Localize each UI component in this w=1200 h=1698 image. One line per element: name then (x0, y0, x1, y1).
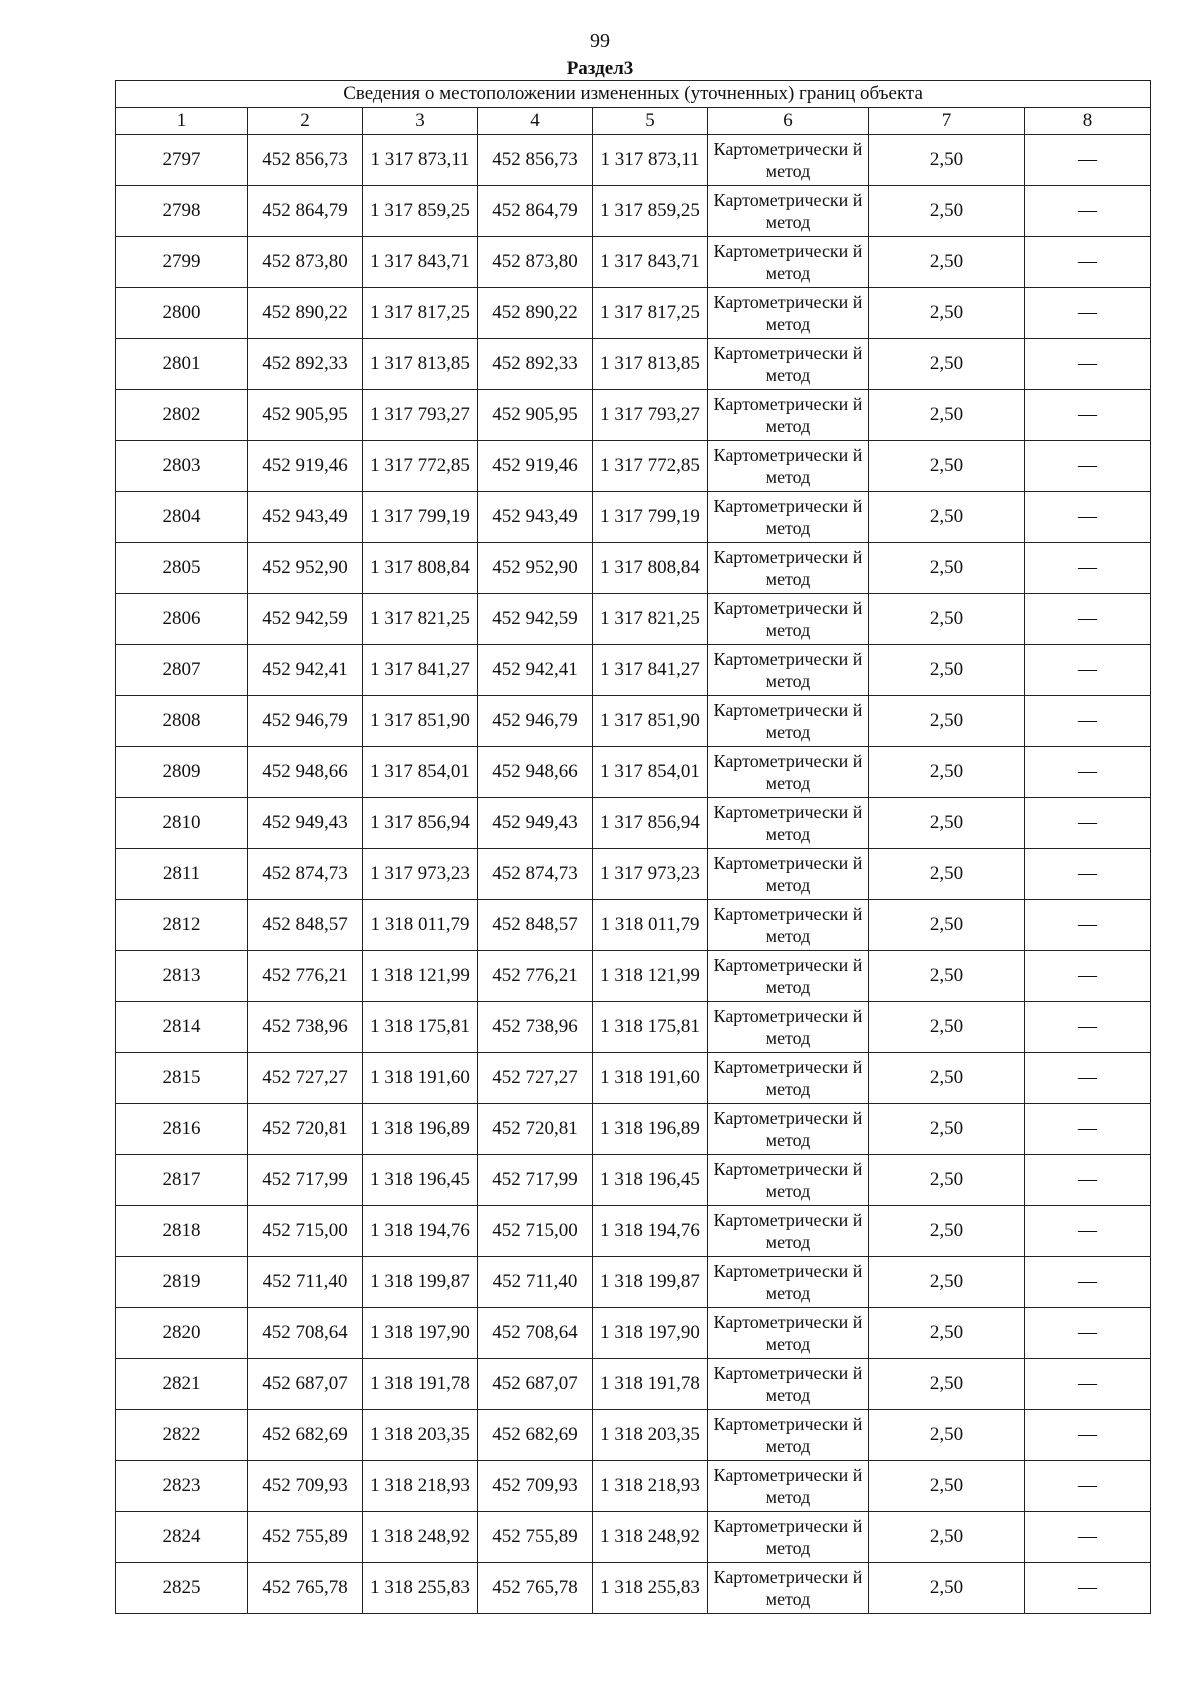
method-cell: Картометрически й метод (708, 492, 869, 543)
x-coordinate-cell: 452 864,79 (478, 186, 593, 237)
x-coordinate-cell: 452 709,93 (248, 1461, 363, 1512)
y-coordinate-cell: 1 318 248,92 (363, 1512, 478, 1563)
x-coordinate-cell: 452 942,41 (248, 645, 363, 696)
y-coordinate-cell: 1 318 196,89 (363, 1104, 478, 1155)
page-number: 99 (590, 30, 610, 52)
y-coordinate-cell: 1 318 121,99 (593, 951, 708, 1002)
y-coordinate-cell: 1 318 199,87 (593, 1257, 708, 1308)
method-cell: Картометрически й метод (708, 1053, 869, 1104)
y-coordinate-cell: 1 318 255,83 (593, 1563, 708, 1614)
method-cell: Картометрически й метод (708, 900, 869, 951)
method-cell: Картометрически й метод (708, 186, 869, 237)
x-coordinate-cell: 452 890,22 (478, 288, 593, 339)
description-cell: — (1025, 1359, 1151, 1410)
method-cell: Картометрически й метод (708, 798, 869, 849)
point-number-cell: 2800 (116, 288, 248, 339)
column-number: 3 (363, 108, 478, 135)
y-coordinate-cell: 1 318 191,60 (593, 1053, 708, 1104)
description-cell: — (1025, 900, 1151, 951)
description-cell: — (1025, 747, 1151, 798)
method-cell: Картометрически й метод (708, 1002, 869, 1053)
method-cell: Картометрически й метод (708, 951, 869, 1002)
method-cell: Картометрически й метод (708, 237, 869, 288)
point-number-cell: 2805 (116, 543, 248, 594)
x-coordinate-cell: 452 717,99 (248, 1155, 363, 1206)
accuracy-cell: 2,50 (869, 1308, 1025, 1359)
point-number-cell: 2803 (116, 441, 248, 492)
point-number-cell: 2810 (116, 798, 248, 849)
description-cell: — (1025, 390, 1151, 441)
x-coordinate-cell: 452 687,07 (478, 1359, 593, 1410)
x-coordinate-cell: 452 946,79 (478, 696, 593, 747)
y-coordinate-cell: 1 317 843,71 (593, 237, 708, 288)
method-cell: Картометрически й метод (708, 1104, 869, 1155)
y-coordinate-cell: 1 317 859,25 (593, 186, 708, 237)
y-coordinate-cell: 1 318 011,79 (593, 900, 708, 951)
x-coordinate-cell: 452 890,22 (248, 288, 363, 339)
accuracy-cell: 2,50 (869, 1053, 1025, 1104)
x-coordinate-cell: 452 738,96 (248, 1002, 363, 1053)
point-number-cell: 2802 (116, 390, 248, 441)
y-coordinate-cell: 1 318 196,89 (593, 1104, 708, 1155)
accuracy-cell: 2,50 (869, 900, 1025, 951)
column-number-row (116, 108, 1151, 135)
x-coordinate-cell: 452 905,95 (478, 390, 593, 441)
y-coordinate-cell: 1 318 194,76 (363, 1206, 478, 1257)
y-coordinate-cell: 1 318 121,99 (363, 951, 478, 1002)
x-coordinate-cell: 452 943,49 (248, 492, 363, 543)
description-cell: — (1025, 1461, 1151, 1512)
method-cell: Картометрически й метод (708, 594, 869, 645)
accuracy-cell: 2,50 (869, 135, 1025, 186)
method-cell: Картометрически й метод (708, 390, 869, 441)
method-cell: Картометрически й метод (708, 441, 869, 492)
y-coordinate-cell: 1 318 248,92 (593, 1512, 708, 1563)
x-coordinate-cell: 452 682,69 (248, 1410, 363, 1461)
x-coordinate-cell: 452 848,57 (248, 900, 363, 951)
table-row (116, 1410, 1151, 1461)
column-number: 5 (593, 108, 708, 135)
y-coordinate-cell: 1 317 851,90 (593, 696, 708, 747)
y-coordinate-cell: 1 318 199,87 (363, 1257, 478, 1308)
table-row (116, 1257, 1151, 1308)
point-number-cell: 2822 (116, 1410, 248, 1461)
y-coordinate-cell: 1 317 813,85 (363, 339, 478, 390)
x-coordinate-cell: 452 942,41 (478, 645, 593, 696)
y-coordinate-cell: 1 317 856,94 (363, 798, 478, 849)
y-coordinate-cell: 1 317 821,25 (593, 594, 708, 645)
point-number-cell: 2815 (116, 1053, 248, 1104)
y-coordinate-cell: 1 317 808,84 (593, 543, 708, 594)
column-number: 6 (708, 108, 869, 135)
x-coordinate-cell: 452 952,90 (478, 543, 593, 594)
accuracy-cell: 2,50 (869, 1512, 1025, 1563)
x-coordinate-cell: 452 711,40 (478, 1257, 593, 1308)
point-number-cell: 2801 (116, 339, 248, 390)
table-body (116, 135, 1151, 1614)
table-row (116, 339, 1151, 390)
method-cell: Картометрически й метод (708, 543, 869, 594)
y-coordinate-cell: 1 317 772,85 (593, 441, 708, 492)
point-number-cell: 2811 (116, 849, 248, 900)
accuracy-cell: 2,50 (869, 696, 1025, 747)
method-cell: Картометрически й метод (708, 1359, 869, 1410)
x-coordinate-cell: 452 864,79 (248, 186, 363, 237)
method-cell: Картометрически й метод (708, 1410, 869, 1461)
accuracy-cell: 2,50 (869, 186, 1025, 237)
table-row (116, 1155, 1151, 1206)
y-coordinate-cell: 1 317 973,23 (363, 849, 478, 900)
table-row (116, 1104, 1151, 1155)
accuracy-cell: 2,50 (869, 1104, 1025, 1155)
x-coordinate-cell: 452 873,80 (248, 237, 363, 288)
method-cell: Картометрически й метод (708, 645, 869, 696)
x-coordinate-cell: 452 708,64 (478, 1308, 593, 1359)
y-coordinate-cell: 1 318 203,35 (363, 1410, 478, 1461)
method-cell: Картометрически й метод (708, 747, 869, 798)
x-coordinate-cell: 452 949,43 (248, 798, 363, 849)
y-coordinate-cell: 1 318 218,93 (363, 1461, 478, 1512)
table-row (116, 1002, 1151, 1053)
table-row (116, 543, 1151, 594)
description-cell: — (1025, 594, 1151, 645)
x-coordinate-cell: 452 919,46 (478, 441, 593, 492)
x-coordinate-cell: 452 942,59 (248, 594, 363, 645)
description-cell: — (1025, 339, 1151, 390)
accuracy-cell: 2,50 (869, 1563, 1025, 1614)
accuracy-cell: 2,50 (869, 543, 1025, 594)
description-cell: — (1025, 849, 1151, 900)
section-title: Раздел3 (566, 58, 634, 79)
method-cell: Картометрически й метод (708, 1563, 869, 1614)
accuracy-cell: 2,50 (869, 339, 1025, 390)
x-coordinate-cell: 452 711,40 (248, 1257, 363, 1308)
description-cell: — (1025, 1206, 1151, 1257)
x-coordinate-cell: 452 919,46 (248, 441, 363, 492)
y-coordinate-cell: 1 317 808,84 (363, 543, 478, 594)
accuracy-cell: 2,50 (869, 849, 1025, 900)
method-cell: Картометрически й метод (708, 1308, 869, 1359)
x-coordinate-cell: 452 948,66 (478, 747, 593, 798)
table-row (116, 1359, 1151, 1410)
x-coordinate-cell: 452 776,21 (248, 951, 363, 1002)
point-number-cell: 2825 (116, 1563, 248, 1614)
y-coordinate-cell: 1 317 799,19 (363, 492, 478, 543)
y-coordinate-cell: 1 317 873,11 (593, 135, 708, 186)
description-cell: — (1025, 1104, 1151, 1155)
y-coordinate-cell: 1 317 841,27 (363, 645, 478, 696)
x-coordinate-cell: 452 949,43 (478, 798, 593, 849)
table-caption: Сведения о местоположении измененных (уточненных) границ объекта (116, 81, 1151, 108)
x-coordinate-cell: 452 708,64 (248, 1308, 363, 1359)
y-coordinate-cell: 1 318 203,35 (593, 1410, 708, 1461)
y-coordinate-cell: 1 318 196,45 (593, 1155, 708, 1206)
point-number-cell: 2820 (116, 1308, 248, 1359)
x-coordinate-cell: 452 848,57 (478, 900, 593, 951)
table-row (116, 1053, 1151, 1104)
x-coordinate-cell: 452 720,81 (478, 1104, 593, 1155)
accuracy-cell: 2,50 (869, 747, 1025, 798)
table-row (116, 594, 1151, 645)
description-cell: — (1025, 696, 1151, 747)
accuracy-cell: 2,50 (869, 288, 1025, 339)
column-number: 1 (116, 108, 248, 135)
x-coordinate-cell: 452 942,59 (478, 594, 593, 645)
x-coordinate-cell: 452 873,80 (478, 237, 593, 288)
x-coordinate-cell: 452 905,95 (248, 390, 363, 441)
point-number-cell: 2821 (116, 1359, 248, 1410)
point-number-cell: 2812 (116, 900, 248, 951)
table-row (116, 288, 1151, 339)
table-row (116, 1206, 1151, 1257)
x-coordinate-cell: 452 727,27 (248, 1053, 363, 1104)
accuracy-cell: 2,50 (869, 390, 1025, 441)
x-coordinate-cell: 452 765,78 (248, 1563, 363, 1614)
y-coordinate-cell: 1 317 854,01 (363, 747, 478, 798)
y-coordinate-cell: 1 317 813,85 (593, 339, 708, 390)
table-row (116, 492, 1151, 543)
x-coordinate-cell: 452 720,81 (248, 1104, 363, 1155)
y-coordinate-cell: 1 318 196,45 (363, 1155, 478, 1206)
description-cell: — (1025, 1308, 1151, 1359)
table-row (116, 951, 1151, 1002)
y-coordinate-cell: 1 318 191,78 (593, 1359, 708, 1410)
accuracy-cell: 2,50 (869, 1206, 1025, 1257)
y-coordinate-cell: 1 318 191,78 (363, 1359, 478, 1410)
method-cell: Картометрически й метод (708, 1257, 869, 1308)
x-coordinate-cell: 452 709,93 (478, 1461, 593, 1512)
table-row (116, 237, 1151, 288)
y-coordinate-cell: 1 317 817,25 (363, 288, 478, 339)
table-row (116, 1308, 1151, 1359)
description-cell: — (1025, 1053, 1151, 1104)
y-coordinate-cell: 1 317 851,90 (363, 696, 478, 747)
y-coordinate-cell: 1 318 194,76 (593, 1206, 708, 1257)
x-coordinate-cell: 452 687,07 (248, 1359, 363, 1410)
point-number-cell: 2819 (116, 1257, 248, 1308)
method-cell: Картометрически й метод (708, 1461, 869, 1512)
y-coordinate-cell: 1 318 255,83 (363, 1563, 478, 1614)
accuracy-cell: 2,50 (869, 1155, 1025, 1206)
description-cell: — (1025, 1410, 1151, 1461)
x-coordinate-cell: 452 682,69 (478, 1410, 593, 1461)
point-number-cell: 2798 (116, 186, 248, 237)
x-coordinate-cell: 452 856,73 (478, 135, 593, 186)
method-cell: Картометрически й метод (708, 339, 869, 390)
accuracy-cell: 2,50 (869, 951, 1025, 1002)
method-cell: Картометрически й метод (708, 1512, 869, 1563)
x-coordinate-cell: 452 948,66 (248, 747, 363, 798)
y-coordinate-cell: 1 317 772,85 (363, 441, 478, 492)
description-cell: — (1025, 1563, 1151, 1614)
point-number-cell: 2817 (116, 1155, 248, 1206)
x-coordinate-cell: 452 856,73 (248, 135, 363, 186)
point-number-cell: 2797 (116, 135, 248, 186)
point-number-cell: 2824 (116, 1512, 248, 1563)
y-coordinate-cell: 1 318 175,81 (593, 1002, 708, 1053)
table-row (116, 1563, 1151, 1614)
y-coordinate-cell: 1 318 218,93 (593, 1461, 708, 1512)
description-cell: — (1025, 237, 1151, 288)
accuracy-cell: 2,50 (869, 594, 1025, 645)
table-row (116, 135, 1151, 186)
y-coordinate-cell: 1 317 973,23 (593, 849, 708, 900)
y-coordinate-cell: 1 317 793,27 (363, 390, 478, 441)
method-cell: Картометрически й метод (708, 288, 869, 339)
accuracy-cell: 2,50 (869, 1359, 1025, 1410)
table-row (116, 390, 1151, 441)
accuracy-cell: 2,50 (869, 645, 1025, 696)
column-number: 8 (1025, 108, 1151, 135)
x-coordinate-cell: 452 946,79 (248, 696, 363, 747)
y-coordinate-cell: 1 317 817,25 (593, 288, 708, 339)
y-coordinate-cell: 1 317 799,19 (593, 492, 708, 543)
point-number-cell: 2813 (116, 951, 248, 1002)
method-cell: Картометрически й метод (708, 849, 869, 900)
table-row (116, 441, 1151, 492)
description-cell: — (1025, 1155, 1151, 1206)
description-cell: — (1025, 645, 1151, 696)
description-cell: — (1025, 798, 1151, 849)
point-number-cell: 2804 (116, 492, 248, 543)
description-cell: — (1025, 1512, 1151, 1563)
point-number-cell: 2814 (116, 1002, 248, 1053)
x-coordinate-cell: 452 717,99 (478, 1155, 593, 1206)
accuracy-cell: 2,50 (869, 237, 1025, 288)
y-coordinate-cell: 1 317 859,25 (363, 186, 478, 237)
point-number-cell: 2808 (116, 696, 248, 747)
accuracy-cell: 2,50 (869, 1410, 1025, 1461)
accuracy-cell: 2,50 (869, 1461, 1025, 1512)
description-cell: — (1025, 441, 1151, 492)
table-row (116, 186, 1151, 237)
method-cell: Картометрически й метод (708, 1206, 869, 1257)
y-coordinate-cell: 1 318 011,79 (363, 900, 478, 951)
y-coordinate-cell: 1 317 856,94 (593, 798, 708, 849)
y-coordinate-cell: 1 318 191,60 (363, 1053, 478, 1104)
description-cell: — (1025, 1257, 1151, 1308)
y-coordinate-cell: 1 317 793,27 (593, 390, 708, 441)
coordinates-table (115, 80, 1151, 1614)
description-cell: — (1025, 135, 1151, 186)
x-coordinate-cell: 452 738,96 (478, 1002, 593, 1053)
point-number-cell: 2816 (116, 1104, 248, 1155)
x-coordinate-cell: 452 776,21 (478, 951, 593, 1002)
x-coordinate-cell: 452 943,49 (478, 492, 593, 543)
x-coordinate-cell: 452 874,73 (248, 849, 363, 900)
point-number-cell: 2818 (116, 1206, 248, 1257)
table-row (116, 1461, 1151, 1512)
column-number: 4 (478, 108, 593, 135)
point-number-cell: 2806 (116, 594, 248, 645)
description-cell: — (1025, 543, 1151, 594)
y-coordinate-cell: 1 318 197,90 (593, 1308, 708, 1359)
x-coordinate-cell: 452 952,90 (248, 543, 363, 594)
y-coordinate-cell: 1 317 873,11 (363, 135, 478, 186)
y-coordinate-cell: 1 317 854,01 (593, 747, 708, 798)
x-coordinate-cell: 452 892,33 (248, 339, 363, 390)
method-cell: Картометрически й метод (708, 135, 869, 186)
table-row (116, 1512, 1151, 1563)
description-cell: — (1025, 186, 1151, 237)
x-coordinate-cell: 452 874,73 (478, 849, 593, 900)
x-coordinate-cell: 452 727,27 (478, 1053, 593, 1104)
table-row (116, 645, 1151, 696)
table-row (116, 747, 1151, 798)
description-cell: — (1025, 492, 1151, 543)
y-coordinate-cell: 1 317 841,27 (593, 645, 708, 696)
y-coordinate-cell: 1 318 175,81 (363, 1002, 478, 1053)
column-number: 2 (248, 108, 363, 135)
description-cell: — (1025, 1002, 1151, 1053)
table-row (116, 900, 1151, 951)
table-row (116, 696, 1151, 747)
x-coordinate-cell: 452 765,78 (478, 1563, 593, 1614)
accuracy-cell: 2,50 (869, 1002, 1025, 1053)
point-number-cell: 2809 (116, 747, 248, 798)
column-number: 7 (869, 108, 1025, 135)
x-coordinate-cell: 452 755,89 (478, 1512, 593, 1563)
accuracy-cell: 2,50 (869, 798, 1025, 849)
y-coordinate-cell: 1 317 821,25 (363, 594, 478, 645)
description-cell: — (1025, 951, 1151, 1002)
y-coordinate-cell: 1 317 843,71 (363, 237, 478, 288)
x-coordinate-cell: 452 755,89 (248, 1512, 363, 1563)
method-cell: Картометрически й метод (708, 1155, 869, 1206)
table-row (116, 798, 1151, 849)
point-number-cell: 2807 (116, 645, 248, 696)
point-number-cell: 2799 (116, 237, 248, 288)
x-coordinate-cell: 452 715,00 (248, 1206, 363, 1257)
accuracy-cell: 2,50 (869, 1257, 1025, 1308)
y-coordinate-cell: 1 318 197,90 (363, 1308, 478, 1359)
description-cell: — (1025, 288, 1151, 339)
x-coordinate-cell: 452 892,33 (478, 339, 593, 390)
point-number-cell: 2823 (116, 1461, 248, 1512)
x-coordinate-cell: 452 715,00 (478, 1206, 593, 1257)
accuracy-cell: 2,50 (869, 441, 1025, 492)
accuracy-cell: 2,50 (869, 492, 1025, 543)
table-row (116, 849, 1151, 900)
method-cell: Картометрически й метод (708, 696, 869, 747)
